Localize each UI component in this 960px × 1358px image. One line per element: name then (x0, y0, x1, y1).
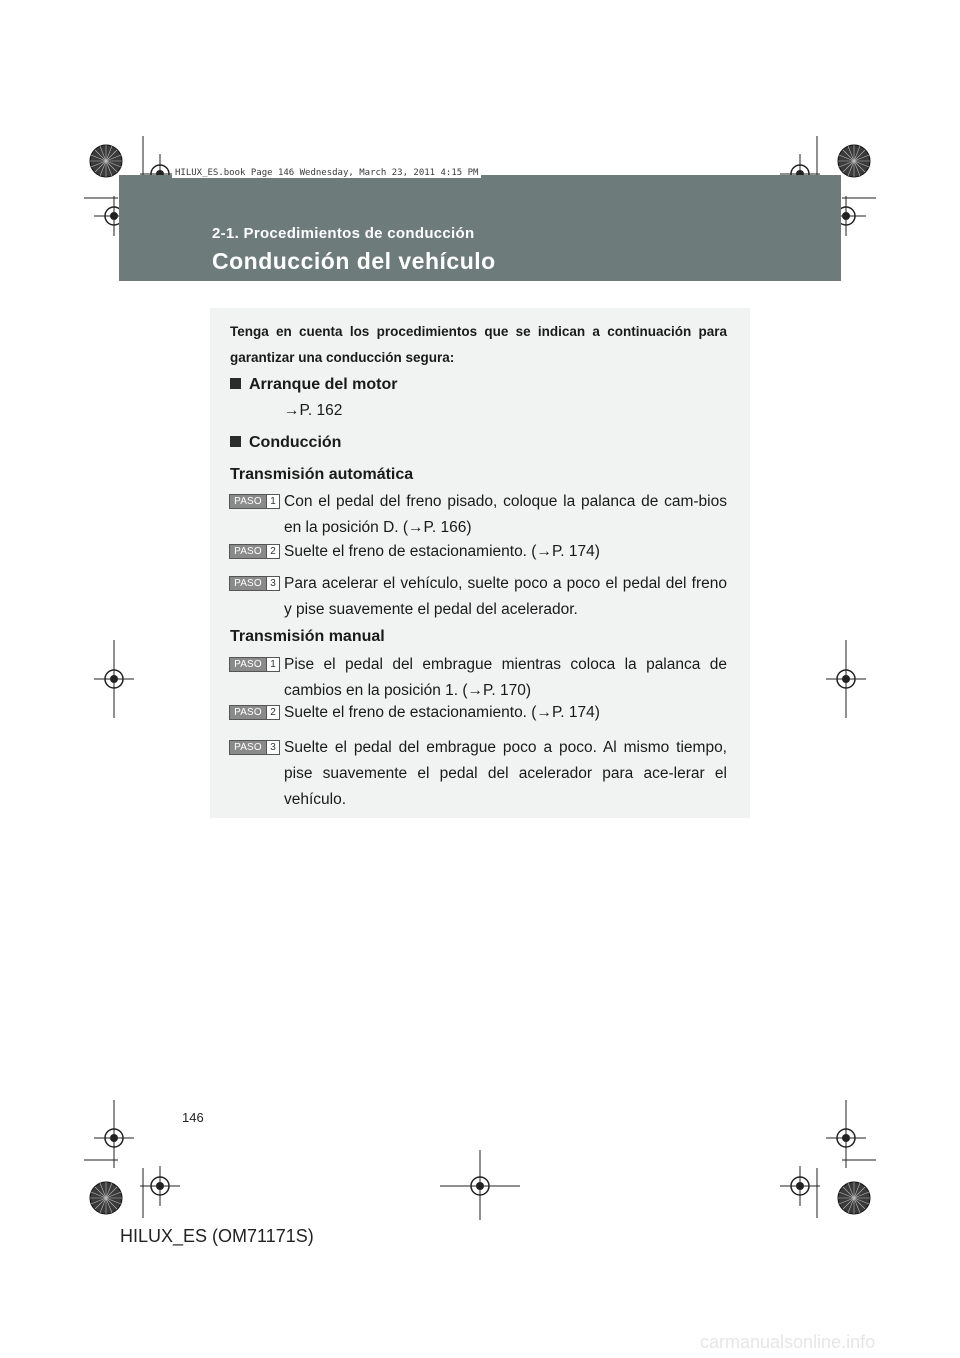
step-text: Suelte el freno de estacionamiento. (→P. 174) (284, 704, 600, 721)
heading-text: Arranque del motor (249, 376, 398, 393)
page-number: 146 (182, 1110, 204, 1125)
step-text: Suelte el freno de estacionamiento. (→P. 174) (284, 543, 600, 560)
step-text: Pise el pedal del embrague mientras coloca la palanca de cambios en la posición 1. (→P. 170) (284, 656, 727, 699)
subheading-automatic: Transmisión automática (230, 466, 414, 483)
page-reference: →P. 162 (284, 402, 343, 419)
step-text: Con el pedal del freno pisado, coloque la palanca de cam-bios en la posición D. (→P. 166) (284, 493, 727, 536)
page-title: Conducción del vehículo (212, 248, 496, 274)
heading-text: Conducción (249, 434, 342, 451)
subheading-manual: Transmisión manual (230, 628, 385, 645)
intro-text: Tenga en cuenta los procedimientos que se indican a continuación para garantizar una conducción segura: (230, 324, 727, 365)
step-badge: PASO 3 (229, 576, 280, 591)
heading-driving (230, 434, 341, 452)
step-badge: PASO 2 (229, 705, 280, 720)
step-badge: PASO 3 (229, 740, 280, 755)
print-info-line: HILUX_ES.book Page 146 Wednesday, March 23, 2011 4:15 PM (172, 168, 481, 178)
step-text: Para acelerar el vehículo, suelte poco a poco el pedal del freno y pise suavemente el pedal del acelerador. (284, 575, 727, 618)
step-badge: PASO 1 (229, 657, 280, 672)
step-text: Suelte el pedal del embrague poco a poco. Al mismo tiempo, pise suavemente el pedal del acelerador para ace-lerar el vehículo. (284, 739, 727, 808)
square-bullet-icon (230, 436, 241, 447)
step-item (229, 574, 728, 634)
step-badge: PASO 1 (229, 494, 280, 509)
step-item (229, 738, 728, 808)
step-badge: PASO 2 (229, 544, 280, 559)
heading-engine-start (230, 376, 397, 394)
watermark-text: carmanualsonline.info (700, 1332, 876, 1352)
manual-code: HILUX_ES (OM71171S) (120, 1226, 314, 1246)
square-bullet-icon (230, 378, 241, 389)
section-label: 2-1. Procedimientos de conducción (212, 225, 475, 242)
watermark-logo (700, 1328, 960, 1358)
